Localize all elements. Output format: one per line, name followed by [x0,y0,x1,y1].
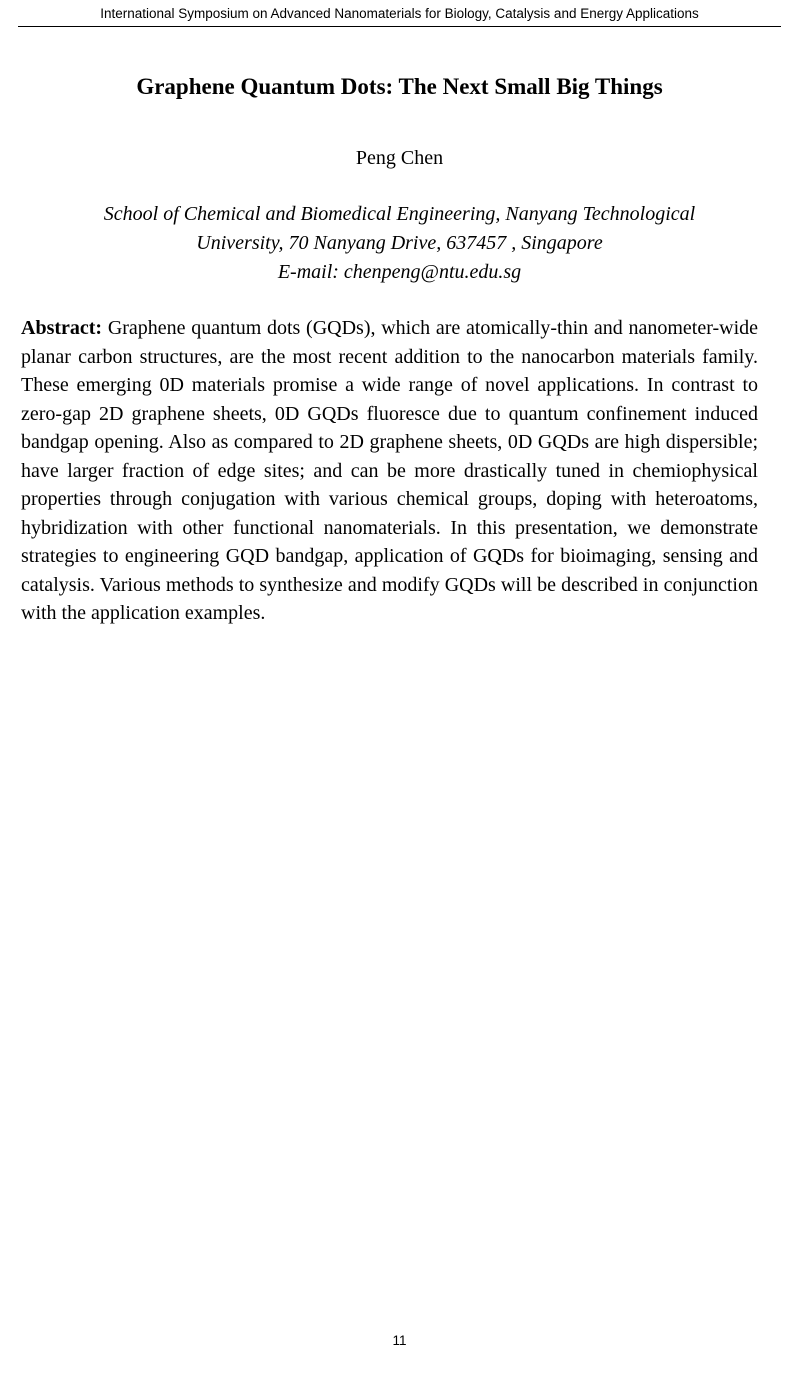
affiliation-line-1: School of Chemical and Biomedical Engineering, Nanyang Technological [103,203,696,225]
author-name: Peng Chen [355,147,444,169]
running-header: International Symposium on Advanced Nanomaterials for Biology, Catalysis and Energy Applications [100,6,699,21]
abstract-paragraph [21,314,758,628]
header-rule [18,26,781,27]
paper-title: Graphene Quantum Dots: The Next Small Big Things [136,74,663,99]
abstract-label: Abstract: [21,317,103,339]
abstract-text: Graphene quantum dots (GQDs), which are atomically-thin and nanometer-wide planar carbon structures, are the most recent addition to the nanocarbon materials family. These emerging 0D materials promise a wide range of novel applications. In contrast to zero-gap 2D graphene sheets, 0D GQDs fluoresce due to quantum confinement induced bandgap opening. Also as compared to 2D graphene sheets, 0D GQDs are high dispersible; have larger fraction of edge sites; and can be more drastically tuned in chemiophysical properties through conjugation with various chemical groups, doping with heteroatoms, hybridization with other functional nanomaterials. In this presentation, we demonstrate strategies to engineering GQD bandgap, application of GQDs for bioimaging, sensing and catalysis. Various methods to synthesize and modify GQDs will be described in conjunction with the application examples. [21,317,759,624]
page-number: 11 [392,1333,407,1348]
affiliation-block [0,200,799,287]
affiliation-line-2: University, 70 Nanyang Drive, 637457 , Singapore [196,232,603,254]
author-email: E-mail: chenpeng@ntu.edu.sg [277,261,522,283]
